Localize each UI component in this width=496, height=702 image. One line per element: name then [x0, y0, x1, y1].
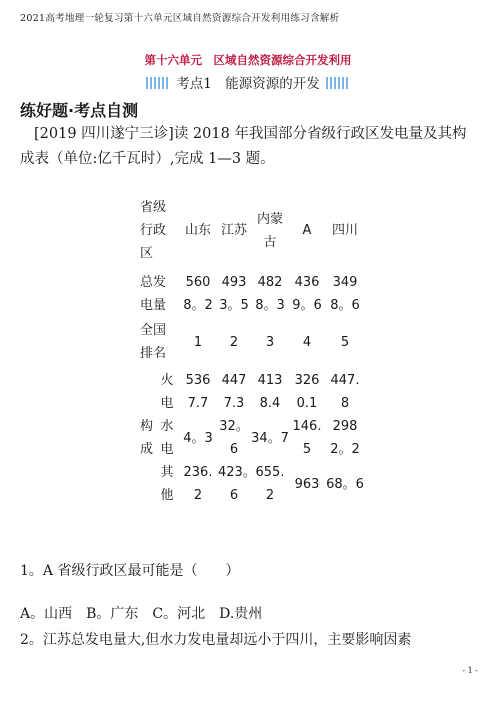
table-row-rank: [140, 319, 366, 365]
table-cell: 655. 2: [255, 465, 285, 503]
table-cell: 423。 6: [218, 465, 256, 503]
table-header-cell: 内蒙 古: [256, 211, 283, 250]
page-number: - 1 -: [462, 666, 478, 675]
unit-title: 第十六单元 区域自然资源综合开发利用: [144, 53, 352, 67]
table-cell: 482 8。3: [255, 275, 285, 313]
table-row-thermal: [156, 369, 366, 415]
table-cell: 68。6: [326, 476, 364, 492]
table-cell: 4。3: [183, 430, 213, 446]
decorative-stripes-icon: [326, 77, 350, 89]
power-generation-table: [140, 196, 366, 507]
question-1: 1。A 省级行政区最可能是（ ）: [20, 563, 240, 579]
table-cell: 963: [294, 476, 320, 492]
composition-rows: [156, 369, 366, 507]
table-cell: 560 8。2: [183, 275, 213, 313]
table-cell: 493 3。5: [219, 275, 249, 313]
table-cell: 2: [229, 334, 239, 350]
intro-paragraph: [2019 四川遂宁三诊]读 2018 年我国部分省级行政区发电量及其构成表（单位:亿千瓦时）,完成 1—3 题。: [20, 126, 467, 167]
section-heading: 练好题·考点自测: [20, 101, 139, 120]
table-header-row: [140, 196, 366, 265]
table-cell: 5: [340, 334, 350, 350]
table-cell: 1: [193, 334, 203, 350]
row-label: 火 电: [160, 373, 174, 411]
table-header-cell: 山东: [184, 223, 211, 238]
table-cell: 447. 8: [330, 373, 360, 411]
table-cell: 349 8。6: [330, 275, 360, 313]
running-header: 2021高考地理一轮复习第十六单元区域自然资源综合开发利用练习含解析: [20, 13, 340, 24]
table-composition-block: [140, 369, 366, 507]
question-1-options: A。山西 B。广东 C。河北 D.贵州: [20, 606, 263, 622]
table-header-cell: 江苏: [220, 223, 247, 238]
table-cell: 298 2。2: [330, 419, 360, 457]
row-label: 总发 电量: [140, 275, 167, 313]
table-row-hydro: [156, 415, 366, 461]
table-cell: 447 7.3: [221, 373, 247, 411]
row-label: 其 他: [160, 465, 174, 503]
table-cell: 436 9。6: [292, 275, 322, 313]
table-cell: 326 0.1: [294, 373, 320, 411]
table-cell: 536 7.7: [185, 373, 211, 411]
question-2: 2。江苏总发电量大,但水力发电量却远小于四川，主要影响因素: [20, 632, 412, 648]
table-row-other: [156, 461, 366, 507]
table-header-cell: A: [302, 223, 312, 238]
row-label: 水 电: [160, 419, 174, 457]
table-cell: 34。7: [251, 430, 289, 446]
table-cell: 3: [265, 334, 275, 350]
table-header-cell: 省级 行政 区: [140, 200, 167, 261]
table-cell: 146. 5: [292, 419, 322, 457]
table-cell: 236. 2: [183, 465, 213, 503]
point-title-bar: [0, 72, 496, 92]
table-header-cell: 四川: [331, 223, 358, 238]
row-label: 全国 排名: [140, 323, 167, 361]
table-cell: 4: [302, 334, 312, 350]
composition-label: 构 成: [140, 419, 154, 457]
table-cell: 413 8.4: [257, 373, 283, 411]
table-row-total: [140, 271, 366, 317]
decorative-stripes-icon: [146, 77, 170, 89]
point-title: 考点1 能源资源的开发: [176, 76, 320, 92]
table-cell: 32。6: [219, 419, 249, 457]
